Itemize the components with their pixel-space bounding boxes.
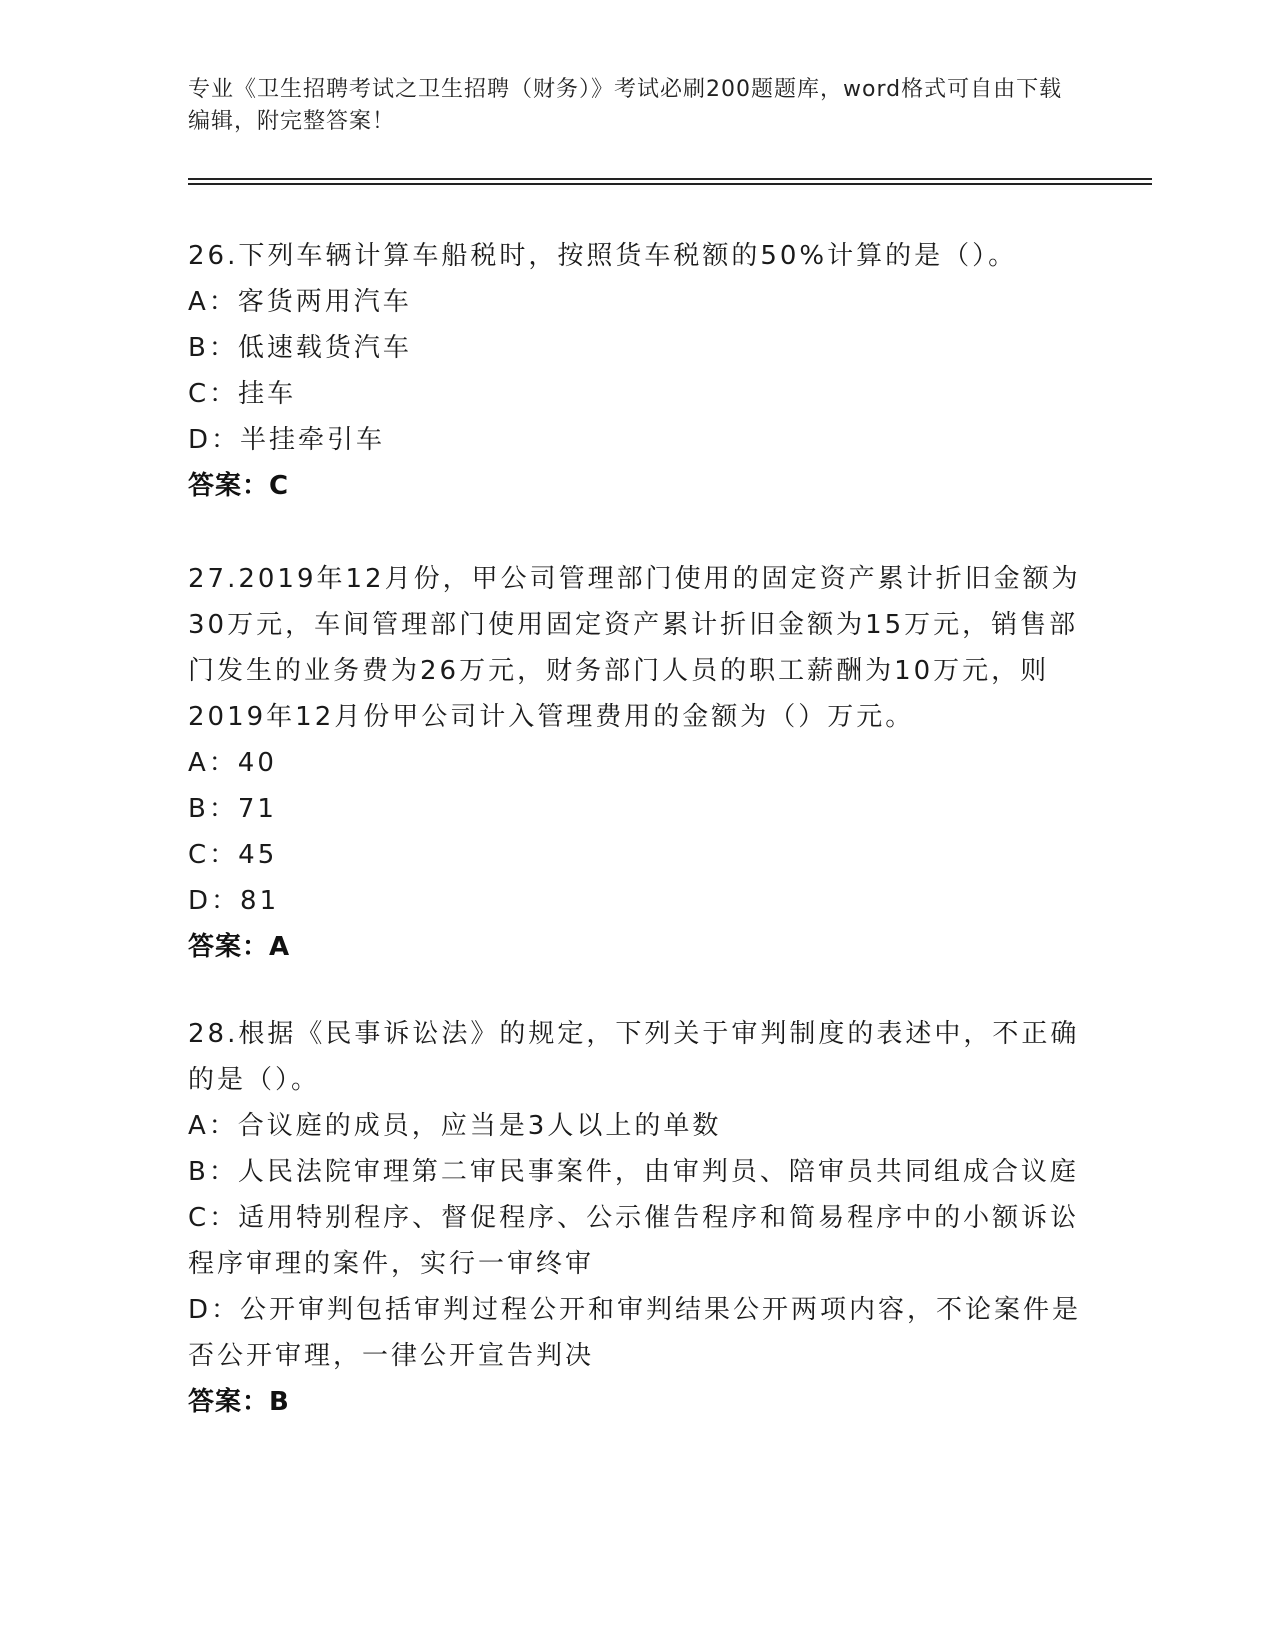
option-d: D：半挂牵引车 [188, 425, 386, 455]
option-a: A：合议庭的成员，应当是3人以上的单数 [188, 1111, 722, 1141]
option-a: A：客货两用汽车 [188, 287, 412, 317]
header-divider-bottom [188, 183, 1152, 185]
option-d: D：公开审判包括审判过程公开和审判结果公开两项内容，不论案件是否公开审理，一律公开宣告判决 [188, 1295, 1082, 1371]
header-divider-top [188, 178, 1152, 180]
question-stem: 28.根据《民事诉讼法》的规定，下列关于审判制度的表述中，不正确的是（）。 [188, 1019, 1080, 1095]
option-c: C：45 [188, 840, 278, 870]
document-header-description: 专业《卫生招聘考试之卫生招聘（财务）》考试必刷200题题库，word格式可自由下载编辑，附完整答案！ [188, 77, 1063, 134]
option-d: D：81 [188, 886, 280, 916]
option-b: B：低速载货汽车 [188, 333, 412, 363]
option-b: B：71 [188, 794, 277, 824]
answer: 答案：C [188, 471, 290, 501]
question-stem: 27.2019年12月份，甲公司管理部门使用的固定资产累计折旧金额为30万元，车间管理部门使用固定资产累计折旧金额为15万元，销售部门发生的业务费为26万元，财务部门人员的职工薪酬为10万元，则2019年12月份甲公司计入管理费用的金额为（）万元。 [188, 564, 1081, 732]
answer: 答案：A [188, 932, 291, 962]
question-27 [188, 556, 1088, 970]
question-26 [188, 233, 1088, 509]
option-c: C：挂车 [188, 379, 297, 409]
question-28 [188, 1011, 1088, 1425]
option-a: A：40 [188, 748, 277, 778]
option-c: C：适用特别程序、督促程序、公示催告程序和简易程序中的小额诉讼程序审理的案件，实行一审终审 [188, 1203, 1080, 1279]
option-b: B：人民法院审理第二审民事案件，由审判员、陪审员共同组成合议庭 [188, 1157, 1079, 1187]
question-stem: 26.下列车辆计算车船税时，按照货车税额的50%计算的是（）。 [188, 241, 1018, 271]
answer: 答案：B [188, 1387, 290, 1417]
